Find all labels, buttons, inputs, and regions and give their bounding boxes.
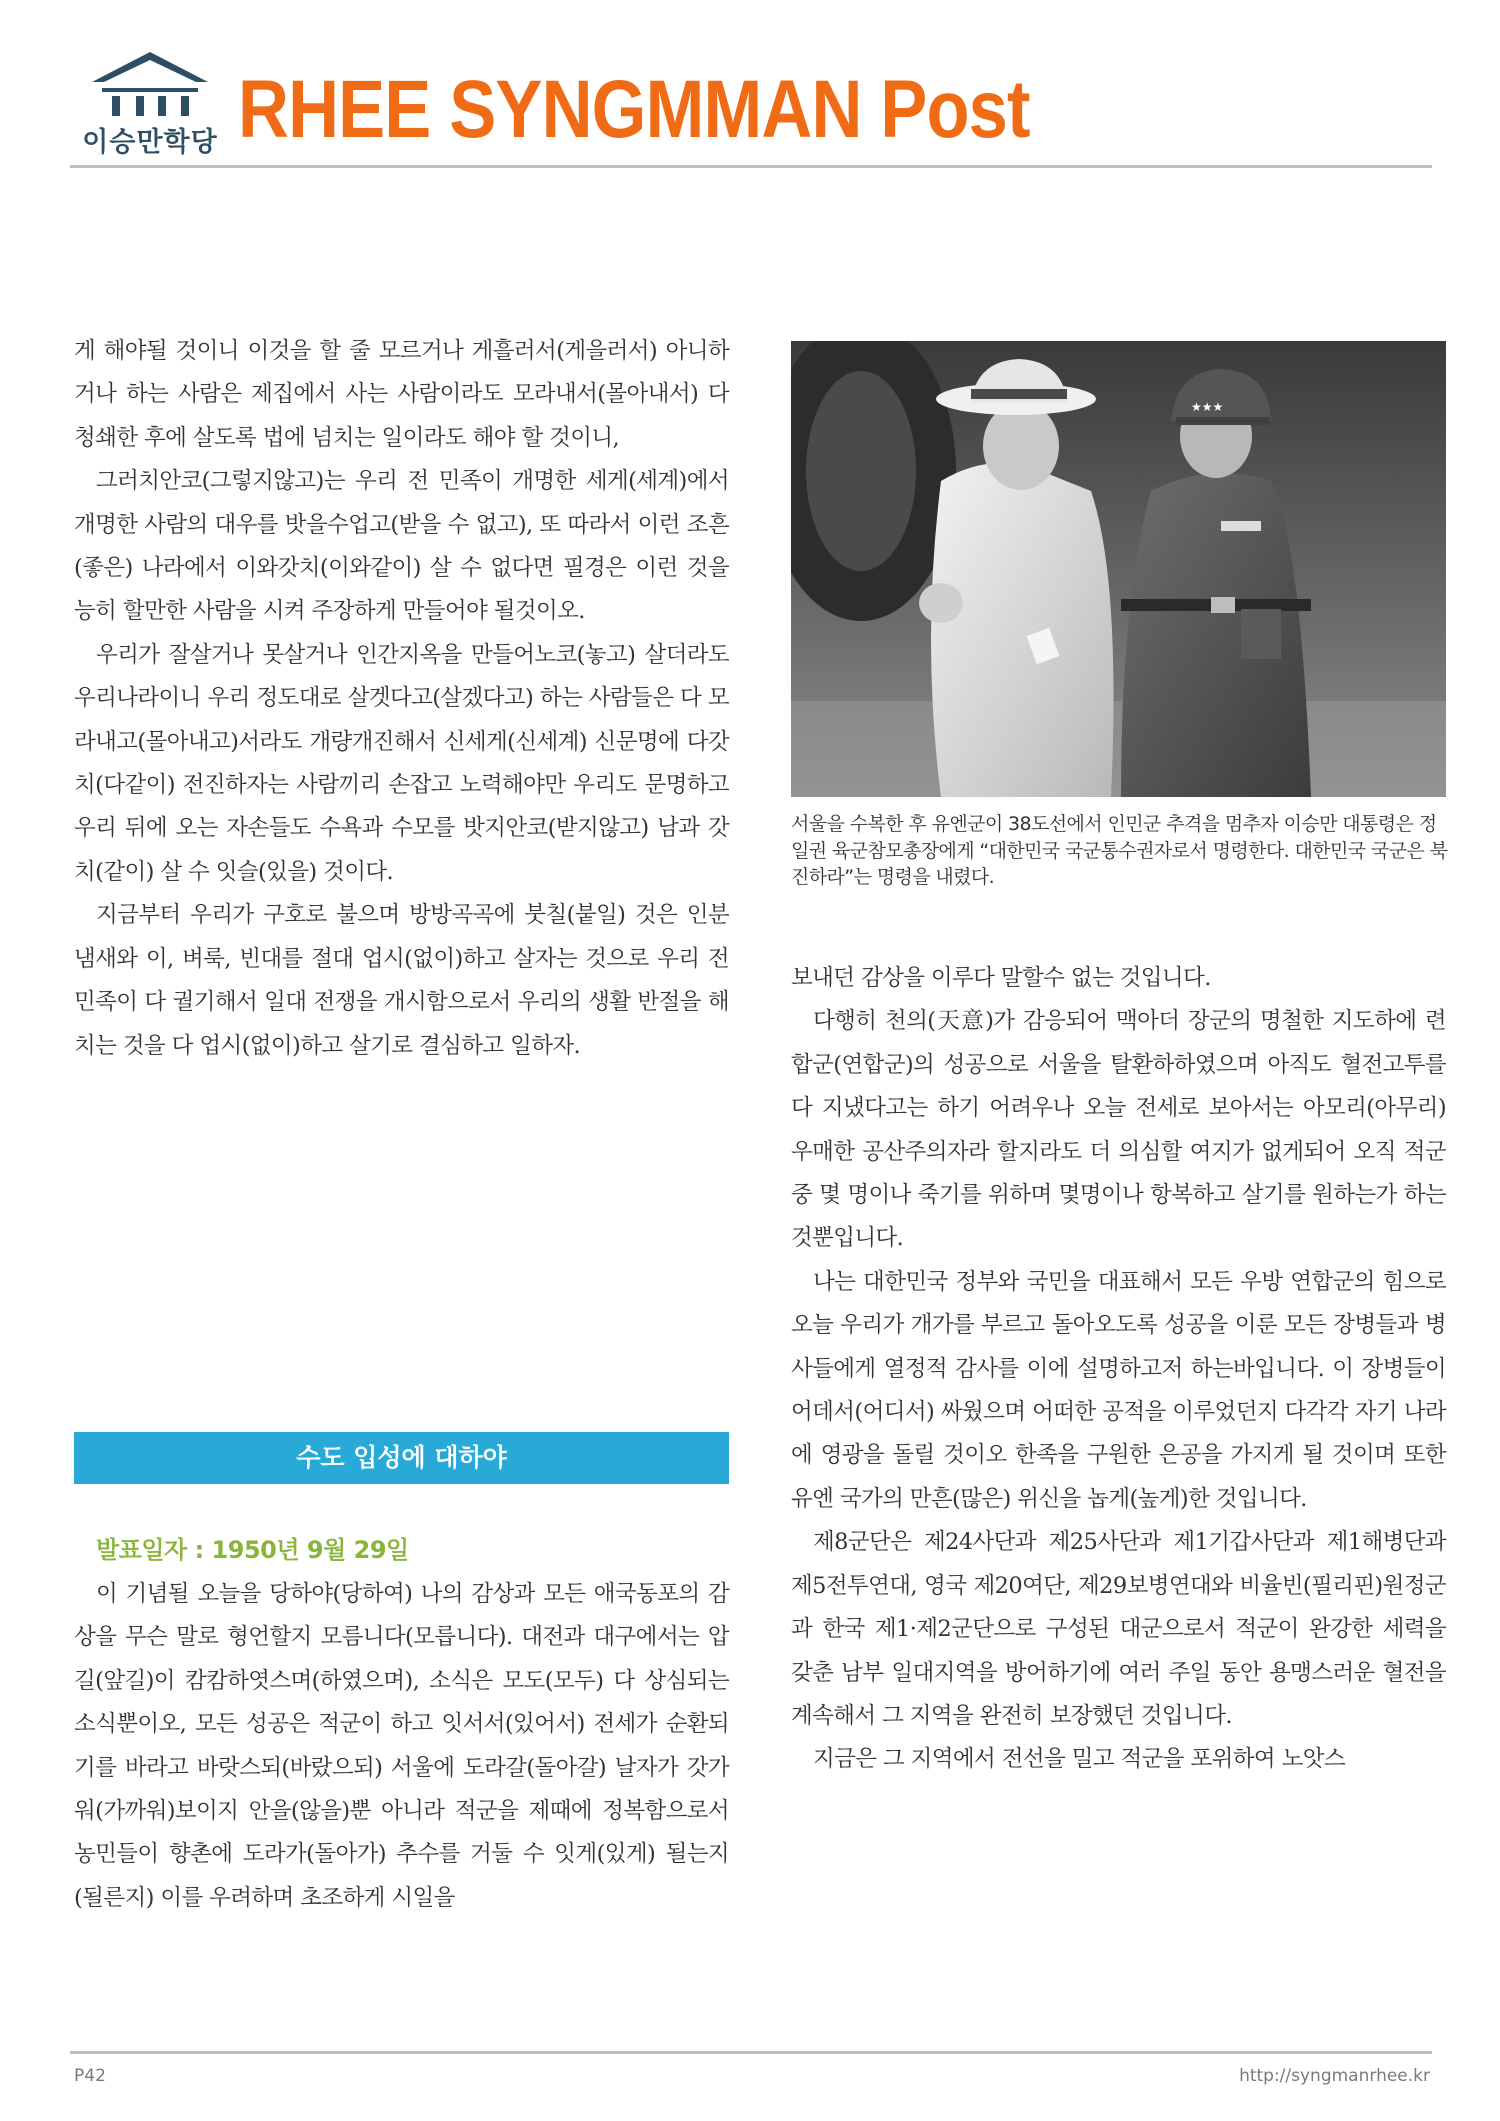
paragraph: 다행히 천의(天意)가 감응되어 맥아더 장군의 명철한 지도하에 련합군(연합군)의 성공으로 서울을 탈환하하였으며 아직도 혈전고투를 다 지냈다고는 하기 어려우나 오늘 전세로 보아서는 아모리(아무리) 우매한 공산주의자라 할지라도 더 의심할 여지가 없게되어 오직 적군 중 몇 명이나 죽기를 위하며 몇명이나 항복하고 살기를 원하는가 하는 것뿐입니다. [791,1008,1446,1252]
left-column-bottom [74,1573,729,1920]
paragraph: 이 기념될 오늘을 당하야(당하여) 나의 감상과 모든 애국동포의 감상을 무슨 말로 형언할지 모름니다(모릅니다). 대전과 대구에서는 압길(앞길)이 캄캄하엿스며(하였으며), 소식은 모도(모두) 다 상심되는 소식뿐이오, 모든 성공은 적군이 하고 잇서서(있어서) 전세가 순환되기를 바라고 바랏스되(바랐으되) 서울에 도라갈(돌아갈) 날자가 갓가워(가까워)보이지 안을(않을)뿐 아니라 적군을 제때에 정복함으로서 농민들이 향촌에 도라가(돌아가) 추수를 거둘 수 잇게(있게) 될는지(될른지) 이를 우려하며 초조하게 시일을 [74,1581,729,1911]
paragraph: 우리가 잘살거나 못살거나 인간지옥을 만들어노코(놓고) 살더라도 우리나라이니 우리 정도대로 살겟다고(살겠다고) 하는 사람들은 다 모라내고(몰아내고)서라도 개량개진해서 신세게(신세계) 신문명에 다갓치(다같이) 전진하자는 사람끼리 손잡고 노력해야만 우리도 문명하고 우리 뒤에 오는 자손들도 수욕과 수모를 밧지안코(받지않고) 남과 갓치(같이) 살 수 잇슬(있을) 것이다. [74,641,729,885]
announcement-date: 발표일자 : 1950년 9월 29일 [96,1536,409,1564]
footer-divider [70,2051,1432,2054]
paragraph: 지금은 그 지역에서 전선을 밀고 적군을 포위하여 노앗스 [813,1746,1345,1773]
helmet-stars: ★★★ [1191,400,1224,414]
paragraph: 게 해야될 것이니 이것을 할 줄 모르거나 게흘러서(게을러서) 아니하거나 하는 사람은 제집에서 사는 사람이라도 모라내서(몰아내서) 다 청쇄한 후에 살도록 법에 넘치는 일이라도 해야 할 것이니, [74,338,729,451]
publication-title: RHEE SYNGMMAN Post [238,64,1030,155]
page-header [70,48,1430,158]
photo-caption: 서울을 수복한 후 유엔군이 38도선에서 인민군 추격을 멈추자 이승만 대통령은 정일권 육군참모총장에게 “대한민국 국군통수권자로서 명령한다. 대한민국 국군은 북진하라”는 명령을 내렸다. [791,813,1448,888]
paragraph: 나는 대한민국 정부와 국민을 대표해서 모든 우방 연합군의 힘으로 오늘 우리가 개가를 부르고 돌아오도록 성공을 이룬 모든 장병들과 병사들에게 열정적 감사를 이에 설명하고저 하는바입니다. 이 장병들이 어데서(어디서) 싸웠으며 어떠한 공적을 이루었던지 다각각 자기 나라에 영광을 돌릴 것이오 한족을 구원한 은공을 가지게 될 것이며 또한 유엔 국가의 만흔(많은) 위신을 놉게(높게)한 것입니다. [791,1268,1446,1512]
paragraph: 보내던 감상을 이루다 말할수 없는 것입니다. [791,965,1211,991]
section-heading: 수도 입성에 대하야 [74,1432,729,1484]
logo-text: 이승만학당 [82,127,218,158]
left-column-top [74,330,729,1068]
right-column-bottom [791,957,1446,1782]
paragraph: 그러치안코(그렇지않고)는 우리 전 민족이 개명한 세게(세계)에서 개명한 사람의 대우를 밧을수업고(받을 수 없고), 또 따라서 이런 조흔(좋은) 나라에서 이와갓치(이와같이) 살 수 없다면 필경은 이런 것을 능히 할만한 사람을 시켜 주장하게 만들어야 될것이오. [74,468,729,625]
website-url: http://syngmanrhee.kr [1239,2066,1430,2086]
historical-photo [791,341,1446,797]
logo [70,48,230,158]
header-divider [70,165,1432,168]
page-number: P42 [74,2066,106,2086]
paragraph: 제8군단은 제24사단과 제25사단과 제1기갑사단과 제1해병단과 제5전투연대, 영국 제20여단, 제29보병연대와 비율빈(필리핀)원정군과 한국 제1·제2군단으로 구성된 대군으로서 적군이 완강한 세력을 갖춘 남부 일대지역을 방어하기에 여러 주일 동안 용맹스러운 혈전을 계속해서 그 지역을 완전히 보장했던 것입니다. [791,1529,1446,1729]
house-logo-icon [88,48,212,120]
paragraph: 지금부터 우리가 구호로 불으며 방방곡곡에 붓칠(붙일) 것은 인분 냄새와 이, 벼룩, 빈대를 절대 업시(없이)하고 살자는 것으로 우리 전민족이 다 궐기해서 일대 전쟁을 개시함으로서 우리의 생활 반절을 해치는 것을 다 업시(없이)하고 살기로 결심하고 일하자. [74,902,729,1059]
photo-illustration [791,341,1446,797]
